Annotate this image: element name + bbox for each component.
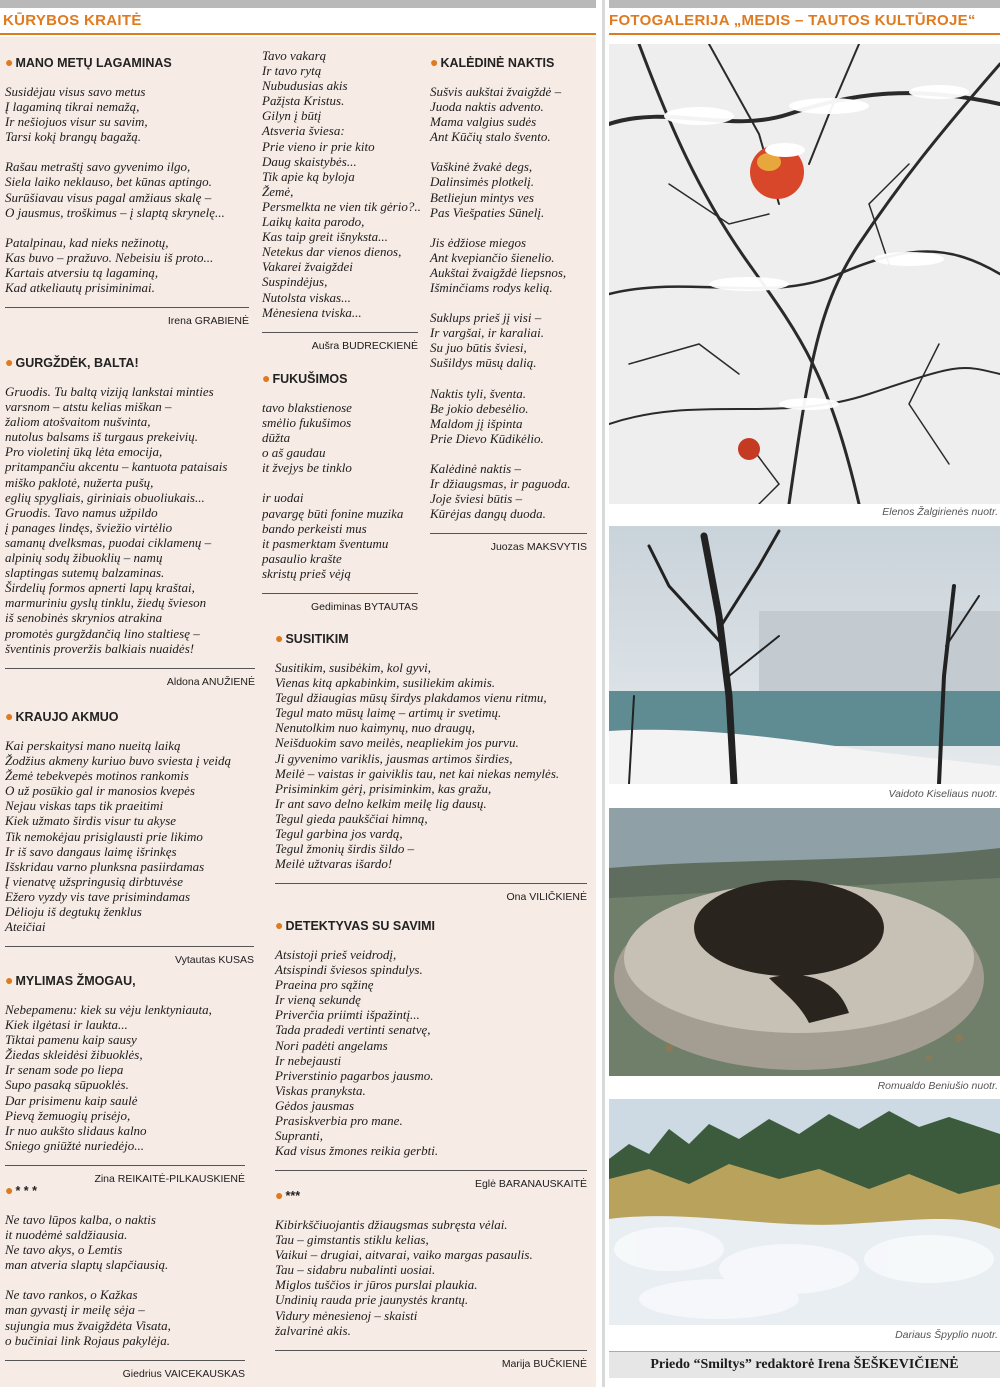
poem-line: Tegul džiaugias mūsų širdys plakdamos vienu ritmu,: [275, 690, 547, 706]
poem-line: Suklups prieš jį visi –: [430, 310, 542, 326]
poem-line: it žvejys be tinklo: [262, 460, 352, 476]
poem-line: Gėdos jausmas: [275, 1097, 355, 1113]
stanza-gap: [262, 475, 418, 490]
poem-line: Ir vieną sekundę: [275, 992, 361, 1008]
poem-line: Su juo būtis šviesi,: [430, 340, 527, 356]
poem-line: tavo blakstienose: [262, 400, 352, 415]
photo-tree-stump: [609, 808, 1000, 1076]
poem-line: Nori padėti angelams: [275, 1037, 388, 1053]
poem-line: Praeina pro sąžinę: [275, 977, 374, 993]
poem-line: Dalinsimės plotkelį.: [430, 174, 534, 190]
photo-frosty-forest: [609, 1099, 1000, 1325]
poem-line: Kalėdinė naktis –: [430, 460, 521, 476]
poem-line: Tada pradedi vertinti senatvę,: [275, 1022, 431, 1038]
poem-three-stars: [275, 1187, 587, 1370]
poem-fukusimos: [262, 370, 418, 613]
poem-line: man atveria slaptų slapčiausią.: [5, 1257, 169, 1273]
poem-author: Irena GRABIENĖ: [167, 315, 249, 328]
poem-line: Tarsi kokį brangų bagažą.: [5, 129, 142, 145]
author-divider: [5, 946, 254, 947]
poem-line: Vaškinė žvakė degs,: [430, 159, 533, 175]
poem-line: Mama valgius sudės: [430, 114, 537, 130]
poem-line: Ir vargšai, ir karaliai.: [430, 325, 544, 341]
author-divider: [5, 307, 249, 308]
poem-tavo-vakara: [262, 48, 421, 352]
poem-line: Tik apie ką byloja: [262, 168, 355, 184]
poem-line: Kad visus žmones reikia gerbti.: [275, 1143, 439, 1159]
poem-line: Kūrėjas dangų duoda.: [430, 506, 546, 522]
poem-line: Pro violetinį ūką lėta emocija,: [5, 444, 163, 460]
poem-line: Kad atkeliautų prisiminimai.: [5, 280, 155, 296]
poem-line: dūžta: [262, 430, 291, 446]
poem-line: Atsveria šviesa:: [262, 123, 345, 139]
poem-line: Patalpinau, kad nieks nežinotų,: [5, 234, 169, 250]
poem-title: [275, 917, 587, 933]
stanza-gap: [430, 144, 587, 159]
poem-line: Joje šviesi būtis –: [430, 491, 523, 507]
poem-line: Ateičiai: [5, 919, 46, 935]
poem-line: Pažįsta Kristus.: [262, 93, 345, 109]
poem-line: bando perkeisti mus: [262, 520, 367, 536]
photo-credit-4: Dariaus Špyplio nuotr.: [895, 1329, 998, 1341]
poem-line: Mėnesiena tviska...: [262, 304, 362, 320]
poem-author: Eglė BARANAUSKAITĖ: [474, 1178, 587, 1191]
stanza-gap: [5, 1272, 245, 1287]
bullet-icon: ●: [5, 354, 14, 370]
poem-line: alpinių sodų žibuoklių – namų: [5, 550, 163, 566]
poem-line: Vidury mėnesienoj – skaisti: [275, 1307, 418, 1323]
poem-line: Netekus dar vienos dienos,: [262, 244, 402, 260]
poem-line: Ir nuo aukšto slidaus kalno: [5, 1122, 147, 1138]
poem-line: Neišduokim savo meilės, neapliekim jos purvu.: [275, 735, 519, 751]
poem-author: Aldona ANUŽIENĖ: [166, 675, 255, 688]
poem-line: Susitikim, susibėkim, kol gyvi,: [275, 660, 431, 675]
poem-title: [5, 972, 245, 988]
poem-line: Prasiskverbia pro mane.: [275, 1113, 403, 1129]
poem-line: Naktis tyli, šventa.: [430, 385, 527, 401]
poem-title: [5, 708, 254, 724]
poem-line: Nenutolkim nuo kaimynų, nuo draugų,: [275, 720, 476, 736]
poem-line: Suspindėjus,: [262, 274, 328, 290]
poem-line: Žiedas skleidėsi žibuoklės,: [5, 1047, 143, 1063]
poem-line: varsnom – atstu kelias miškan –: [5, 399, 172, 415]
bullet-icon: ●: [5, 708, 14, 724]
poem-line: Gruodis. Tavo namus užpildo: [5, 504, 158, 520]
poem-line: Tegul garbina jos vardą,: [275, 826, 403, 842]
poem-line: Aukštai žvaigždė liepsnos,: [430, 264, 567, 280]
poem-line: Į lagaminą tikrai nemažą,: [5, 99, 140, 115]
poem-title-text: MYLIMAS ŽMOGAU,: [15, 974, 136, 988]
poem-title-text: SUSITIKIM: [285, 632, 349, 646]
poem-line: žaliom atošvaitom nušvinta,: [5, 414, 151, 430]
photo-credit-2: Vaidoto Kiseliaus nuotr.: [888, 788, 998, 800]
poem-line: Rašau metraštį savo gyvenimo ilgo,: [5, 159, 191, 175]
stanza-gap: [5, 144, 249, 159]
poem-line: Supranti,: [275, 1128, 324, 1144]
poem-line: promotės gurgždančią lino staltiesę –: [5, 625, 200, 641]
poem-line: nutolus balsams iš turgaus prekeivių.: [5, 429, 198, 445]
poem-line: Undinių rauda prie jaunystės krantų.: [275, 1292, 469, 1308]
stanza-gap: [430, 371, 587, 386]
poem-line: Nebepamenu: kiek su vėju lenktyniauta,: [5, 1002, 212, 1017]
poem-line: Ir nebejausti: [275, 1052, 342, 1068]
bullet-icon: ●: [5, 1182, 14, 1198]
poem-title: [275, 630, 587, 646]
poem-line: it nuodėmė saldžiausia.: [5, 1227, 128, 1243]
poem-line: marmuriniu gyslų tinklu, žiedų švieson: [5, 595, 207, 611]
poem-line: Dar prisimenu kaip saulė: [5, 1092, 138, 1108]
poem-title-text: GURGŽDĖK, BALTA!: [15, 356, 139, 370]
poem-author: Juozas MAKSVYTIS: [490, 541, 587, 554]
poem-line: Priverstinio pagarbos jausmo.: [275, 1067, 434, 1083]
section-title-left: KŪRYBOS KRAITĖ: [3, 12, 142, 29]
poem-line: Daug skaistybės...: [262, 153, 357, 169]
bullet-icon: ●: [430, 54, 439, 70]
poem-line: Ežero vyzdy vis tave prisimindamas: [5, 888, 191, 904]
poem-line: Ne tavo akys, o Lemtis: [5, 1242, 123, 1258]
poem-line: skristų prieš vėją: [262, 565, 351, 581]
poem-line: slaptingas sutemų balzaminas.: [5, 565, 165, 581]
poem-line: Be jokio debesėlio.: [430, 400, 529, 416]
column-divider: [602, 0, 605, 1387]
editor-footer: Priedo “Smiltys” redaktorė Irena ŠEŠKEVIČIENĖ: [609, 1351, 1000, 1378]
poem-line: Atsistoji prieš veidrodį,: [275, 947, 397, 962]
poem-line: Ne tavo rankos, o Kažkas: [5, 1287, 138, 1303]
poem-line: Jis ėdžiose miegos: [430, 234, 527, 250]
poem-title: [5, 354, 255, 370]
poem-line: Širdelių formos apnerti lapų kraštai,: [5, 580, 195, 596]
poem-line: Išskridau varno plunksna pasiirdamas: [5, 858, 205, 874]
poem-stars: [5, 1182, 245, 1380]
poem-line: Ji gyvenimo variklis, jausmas artimos širdies,: [275, 750, 513, 766]
poem-line: pavargę būti fonine muzika: [262, 505, 404, 521]
bullet-icon: ●: [262, 370, 271, 386]
poem-line: Gruodis. Tu baltą viziją lankstai minties: [5, 384, 214, 399]
poem-line: Ir senam sode po liepa: [5, 1062, 124, 1078]
poem-line: smėlio fukušimos: [262, 415, 352, 431]
poem-line: Meilė užtvaras išardo!: [275, 856, 393, 872]
author-divider: [275, 1350, 587, 1351]
poem-line: Kiek užmato širdis visur tu akyse: [5, 813, 177, 829]
poem-title: [5, 54, 249, 70]
poem-line: o aš gaudau: [262, 445, 326, 461]
author-divider: [5, 1165, 245, 1166]
poem-title: [262, 370, 418, 386]
poem-author: Zina REIKAITĖ-PILKAUSKIENĖ: [94, 1172, 245, 1185]
poem-author: Marija BUČKIENĖ: [501, 1357, 587, 1370]
poem-title: [430, 54, 587, 70]
poem-line: Ir iš savo dangaus laimę išrinkęs: [5, 843, 177, 859]
poem-line: Ir džiaugsmas, ir paguoda.: [430, 475, 571, 491]
poem-line: Kibirkščiuojantis džiaugsmas subręsta vėlai.: [275, 1217, 508, 1232]
poem-line: Miglos tuščios ir jūros purslai plaukia.: [275, 1277, 478, 1293]
poem-line: Kas taip greit išnyksta...: [262, 229, 388, 245]
poem-line: Nutolsta viskas...: [262, 289, 351, 305]
poem-title: [275, 1187, 587, 1203]
poem-line: Betliejun mintys ves: [430, 189, 534, 205]
section-title-right: FOTOGALERIJA „MEDIS – TAUTOS KULTŪROJE“: [609, 12, 976, 29]
poem-line: Meilė – vaistas ir gaiviklis tau, net kai niekas nemylės.: [275, 765, 560, 781]
poem-title-text: ***: [285, 1189, 301, 1203]
poem-line: Vienas kitą apkabinkim, susiliekim akimis.: [275, 675, 495, 691]
poem-title-text: KALĖDINĖ NAKTIS: [440, 56, 555, 70]
poem-line: Tegul gieda paukščiai himną,: [275, 810, 428, 826]
stanza-gap: [430, 295, 587, 310]
poem-line: Išminčiams rodys kelią.: [430, 280, 553, 296]
poem-line: iš senobinės skrynios atrakina: [5, 610, 163, 626]
photo-foggy-river: [609, 526, 1000, 784]
poem-line: Atsispindi šviesos spindulys.: [275, 962, 423, 978]
poem-author: Gediminas BYTAUTAS: [311, 601, 418, 614]
top-bar-right: [609, 0, 1000, 8]
author-divider: [275, 1170, 587, 1171]
poem-line: Kas buvo – pražuvo. Nebeisiu iš proto...: [5, 249, 214, 265]
poem-author: Vytautas KUSAS: [175, 954, 254, 967]
poem-line: o bučiniai link Rojaus pakylėja.: [5, 1332, 170, 1348]
poem-line: sujungia mus žvaigždėta Visata,: [5, 1317, 171, 1333]
poem-title-text: * * *: [15, 1184, 38, 1198]
bullet-icon: ●: [275, 630, 284, 646]
poem-line: Tegul mato mūsų laimę – artimų ir svetimų.: [275, 705, 502, 721]
poem-line: Kiek ilgėtasi ir laukta...: [5, 1017, 128, 1033]
poem-line: Sušvis aukštai žvaigždė –: [430, 84, 562, 99]
poem-line: Sušildys mūsų dalią.: [430, 355, 537, 371]
poem-line: Sniego gniūžtė nuriedėjo...: [5, 1137, 145, 1153]
poem-line: Ant Kūčių stalo švento.: [430, 129, 551, 145]
poem-line: O jausmus, troškimus – į slaptą skrynelę...: [5, 204, 225, 220]
poem-line: Žemė tebekvepės motinos rankomis: [5, 768, 189, 784]
poem-line: pritampančiu akcentu – kantuota pataisais: [5, 459, 228, 475]
poem-line: pasaulio krašte: [262, 550, 342, 566]
bullet-icon: ●: [5, 54, 14, 70]
photo-credit-1: Elenos Žalgirienės nuotr.: [882, 506, 998, 518]
poem-line: Tau – sidabru nubalinti uosiai.: [275, 1262, 436, 1278]
poem-line: man gyvastį ir meilę sėja –: [5, 1302, 145, 1318]
poem-line: Ir ant savo delno kelkim meilę lig dausų.: [275, 795, 487, 811]
poem-line: Ir tavo rytą: [262, 63, 322, 79]
poem-line: Vakarei žvaigždei: [262, 259, 353, 275]
poem-line: Ant kvepiančio šienelio.: [430, 249, 555, 265]
author-divider: [5, 1360, 245, 1361]
poem-line: Surūšiavau visus pagal amžiaus skalę –: [5, 189, 212, 205]
poem-title-text: MANO METŲ LAGAMINAS: [15, 56, 172, 70]
poem-line: Nejau viskas taps tik praeitimi: [5, 798, 164, 814]
bullet-icon: ●: [275, 1187, 284, 1203]
poem-line: Ne tavo lūpos kalba, o naktis: [5, 1212, 156, 1227]
poem-title-text: FUKUŠIMOS: [272, 372, 348, 386]
poem-line: Siela laiko neklauso, bet kūnas aptingo.: [5, 174, 212, 190]
poem-line: Tik nemokėjau prisiglausti prie likimo: [5, 828, 203, 844]
poem-line: Ir nešiojuos visur su savim,: [5, 114, 148, 130]
author-divider: [262, 593, 418, 594]
poem-line: Maldom jį išpinta: [430, 415, 523, 431]
poem-author: Giedrius VAICEKAUSKAS: [122, 1367, 245, 1380]
poem-line: Kartais atversiu tą lagaminą,: [5, 264, 159, 280]
photo-snow-apple: [609, 44, 1000, 504]
poem-detektyvas-su-savimi: [275, 917, 587, 1190]
section-rule-right: [609, 33, 1000, 35]
poem-line: šventinis proveržis balkiais nuaidės!: [5, 640, 195, 656]
poem-title-text: DETEKTYVAS SU SAVIMI: [285, 919, 436, 933]
stanza-gap: [5, 220, 249, 235]
author-divider: [275, 883, 587, 884]
poem-line: Vaikui – drugiai, aitvarai, vaiko margas pasaulis.: [275, 1247, 533, 1263]
poem-title-text: KRAUJO AKMUO: [15, 710, 119, 724]
poem-line: Kai perskaitysi mano nueitą laiką: [5, 738, 181, 753]
poem-line: žalvarinė akis.: [275, 1322, 351, 1338]
section-rule-left: [0, 33, 596, 35]
poem-gurgzdek-balta: [5, 354, 255, 688]
poem-line: Laikų kaita parodo,: [262, 214, 365, 230]
photo-credit-3: Romualdo Beniušio nuotr.: [877, 1080, 998, 1092]
author-divider: [5, 668, 255, 669]
poem-mano-metu-lagaminas: [5, 54, 249, 327]
poem-line: Žodžius akmeny kuriuo buvo sviesta į veidą: [5, 753, 232, 769]
poem-line: miško paklotė, nužerta pušų,: [5, 474, 154, 490]
poem-line: į panages lindęs, šviežio virtėlio: [5, 519, 173, 535]
poem-line: eglių spygliais, giriniais obuoliukais...: [5, 489, 205, 505]
poem-line: Priverčia priimti išpažintį...: [275, 1007, 420, 1023]
author-divider: [430, 533, 587, 534]
poem-line: Žemė,: [262, 183, 294, 199]
bullet-icon: ●: [5, 972, 14, 988]
poem-line: Prie vieno ir prie kito: [262, 138, 375, 154]
author-divider: [262, 332, 418, 333]
poem-line: Tavo vakarą: [262, 48, 327, 63]
poem-line: Persmelkta ne vien tik gėrio?..: [262, 198, 421, 214]
poem-kraujo-akmuo: [5, 708, 254, 966]
poem-line: Tiktai pamenu kaip sausy: [5, 1032, 137, 1048]
poem-line: it pasmerktam šventumu: [262, 535, 389, 551]
poem-line: Dėlioju iš degtukų ženklus: [5, 904, 142, 920]
poem-line: Viskas pranyksta.: [275, 1082, 366, 1098]
stanza-gap: [430, 446, 587, 461]
poem-line: Prisiminkim gėrį, prisiminkim, kas gražu,: [275, 780, 492, 796]
poem-kaledine-naktis: [430, 54, 587, 553]
poem-line: Nubudusias akis: [262, 78, 348, 94]
poem-line: Gilyn į būtį: [262, 108, 322, 124]
poem-susitikim: [275, 630, 587, 903]
poem-line: Pas Viešpaties Sūnelį.: [430, 204, 545, 220]
poem-line: ir uodai: [262, 490, 304, 506]
poem-line: Susidėjau visus savo metus: [5, 84, 146, 99]
poem-line: Tau – gimstantis stiklu kelias,: [275, 1232, 429, 1248]
poem-mylimas-zmogau: [5, 972, 245, 1185]
poem-author: Ona VILIČKIENĖ: [506, 891, 587, 904]
top-bar-left: [0, 0, 596, 8]
poem-title: [5, 1182, 245, 1198]
poem-line: Prie Dievo Kūdikėlio.: [430, 430, 544, 446]
poem-line: Tegul žmonių širdis šildo –: [275, 841, 415, 857]
poem-line: Juoda naktis advento.: [430, 99, 544, 115]
poem-line: Supo pasaką sūpuoklės.: [5, 1077, 129, 1093]
poem-line: O už posūkio gal ir manosios kvepės: [5, 783, 195, 799]
bullet-icon: ●: [275, 917, 284, 933]
poem-line: samanų dvelksmas, puodai ciklamenų –: [5, 534, 212, 550]
poem-author: Aušra BUDRECKIENĖ: [311, 339, 418, 352]
poem-line: Pievą žemuogių prisėjo,: [5, 1107, 131, 1123]
poem-line: Į vienatvę užspringusią dirbtuvėse: [5, 873, 183, 889]
stanza-gap: [430, 220, 587, 235]
